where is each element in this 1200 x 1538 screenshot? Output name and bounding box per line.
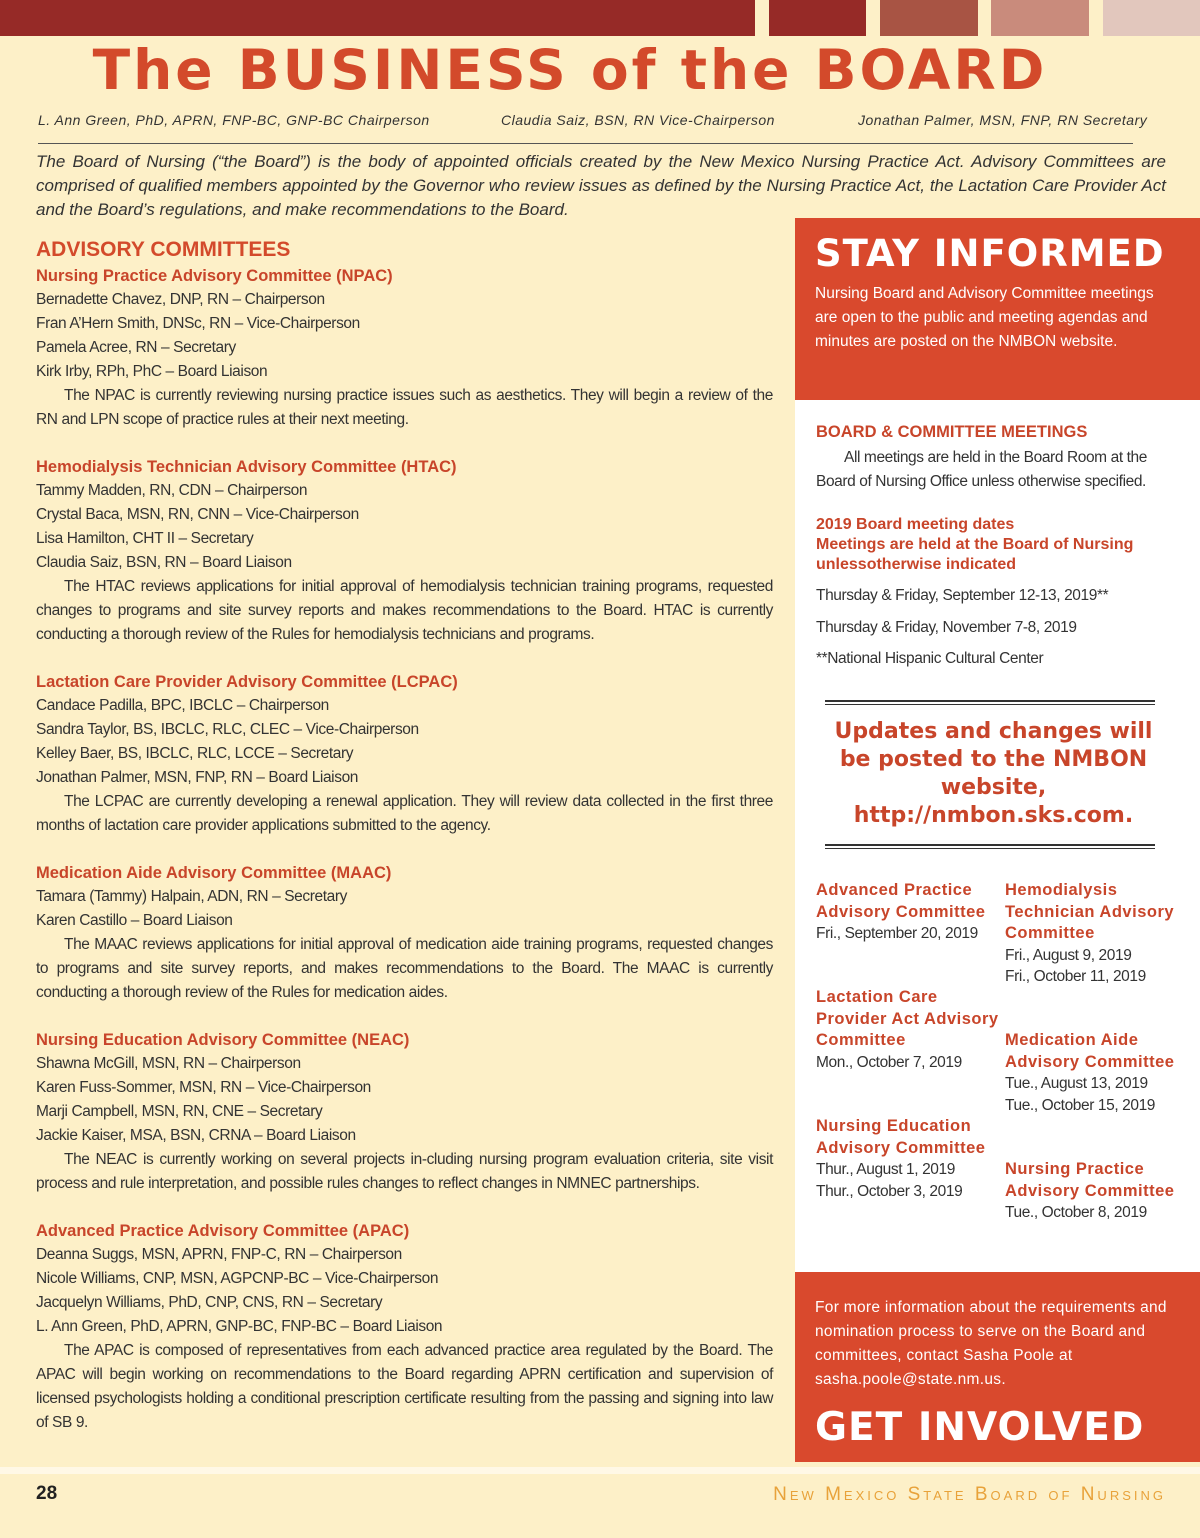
board-dates-heading: [816, 515, 1181, 575]
meetings-text: All meetings are held in the Board Room at the Board of Nursing Office unless otherwise specified.: [816, 449, 1147, 490]
board-dates-title: 2019 Board meeting dates: [816, 516, 1015, 533]
meeting-apac: [816, 880, 1001, 945]
meeting-maac: [1005, 1030, 1190, 1116]
footer-band: [0, 1467, 1200, 1474]
committee-title: Hemodialysis Technician Advisory Committee (HTAC): [36, 458, 457, 476]
meeting-date: Tue., October 15, 2019: [1005, 1096, 1156, 1114]
section-heading: ADVISORY COMMITTEES: [36, 238, 291, 261]
board-meeting-date: Thursday & Friday, September 12-13, 2019**: [816, 587, 1109, 604]
board-meeting-note: **National Hispanic Cultural Center: [816, 650, 1044, 667]
meeting-date: Fri., September 20, 2019: [816, 925, 978, 942]
divider: [38, 143, 1133, 144]
meeting-date: Thur., October 3, 2019: [816, 1182, 963, 1200]
color-bar-segment: [0, 0, 755, 36]
committee-member: Kirk Irby, RPh, PhC – Board Liaison: [36, 363, 268, 380]
committee-member: Sandra Taylor, BS, IBCLC, RLC, CLEC – Vice-Chairperson: [36, 721, 419, 738]
committee-lcpac: [36, 670, 773, 838]
page-title: The BUSINESS of the BOARD: [92, 38, 1048, 102]
committee-member: Deanna Suggs, MSN, APRN, FNP-C, RN – Chairperson: [36, 1246, 402, 1263]
meeting-committee-name: Medication Aide Advisory Committee: [1005, 1031, 1175, 1071]
committee-title: Nursing Education Advisory Committee (NEAC): [36, 1031, 410, 1049]
committee-title: Nursing Practice Advisory Committee (NPAC): [36, 267, 393, 285]
updates-notice: Updates and changes will be posted to the NMBON website, http://nmbon.sks.com.: [834, 719, 1153, 828]
meeting-committee-name: Nursing Practice Advisory Committee: [1005, 1160, 1175, 1200]
meeting-date: Fri., October 11, 2019: [1005, 968, 1146, 985]
publication-name: New Mexico State Board of Nursing: [773, 1484, 1166, 1505]
meeting-htac: [1005, 880, 1190, 988]
color-bar-segment: [769, 0, 866, 36]
committee-member: Pamela Acree, RN – Secretary: [36, 339, 236, 356]
board-meeting-date: Thursday & Friday, November 7-8, 2019: [816, 619, 1077, 636]
meeting-lcpac: [816, 987, 1001, 1073]
committee-member: Candace Padilla, BPC, IBCLC – Chairperson: [36, 697, 329, 714]
committee-member: Jackie Kaiser, MSA, BSN, CRNA – Board Liaison: [36, 1127, 356, 1144]
advisory-committees-section: [36, 236, 773, 1435]
color-bar-segment: [991, 0, 1089, 36]
officer-secretary: Jonathan Palmer, MSN, FNP, RN Secretary: [858, 112, 1148, 128]
committee-member: Marji Campbell, MSN, RN, CNE – Secretary: [36, 1103, 323, 1120]
committee-description: The NEAC is currently working on several projects in-cluding nursing program evaluation criteria, site visit process and rule interpretation, and possible rules changes to reflect changes in NMNEC partnerships.: [36, 1151, 773, 1192]
committee-member: Fran A’Hern Smith, DNSc, RN – Vice-Chairperson: [36, 315, 360, 332]
committee-member: Lisa Hamilton, CHT II – Secretary: [36, 530, 254, 547]
stay-informed-text: Nursing Board and Advisory Committee meetings are open to the public and meeting agendas and minutes are posted on the NMBON website.: [815, 285, 1154, 350]
meeting-committee-name: Lactation Care Provider Act Advisory Committee: [816, 988, 999, 1049]
committee-htac: [36, 455, 773, 647]
committee-apac: [36, 1219, 773, 1435]
committee-description: The NPAC is currently reviewing nursing practice issues such as aesthetics. They will begin a review of the RN and LPN scope of practice rules at their next meeting.: [36, 387, 773, 428]
committee-member: L. Ann Green, PhD, APRN, GNP-BC, FNP-BC – Board Liaison: [36, 1318, 443, 1335]
committee-member: Karen Castillo – Board Liaison: [36, 912, 233, 929]
meeting-committee-name: Hemodialysis Technician Advisory Committee: [1005, 881, 1175, 942]
meeting-date: Tue., August 13, 2019: [1005, 1075, 1148, 1092]
intro-paragraph: The Board of Nursing (“the Board”) is the body of appointed officials created by the New Mexico Nursing Practice Act. Advisory Committees are comprised of qualified members appointed by the Governor who review issues as defined by the Nursing Practice Act, the Lactation Care Provider Act and the Board’s regulations, and make recommendations to the Board.: [36, 152, 1166, 219]
committee-member: Jacquelyn Williams, PhD, CNP, CNS, RN – Secretary: [36, 1294, 383, 1311]
double-divider: [825, 700, 1155, 705]
committee-title: Advanced Practice Advisory Committee (APAC): [36, 1222, 410, 1240]
committee-description: The HTAC reviews applications for initial approval of hemodialysis technician training programs, requested changes to programs and site survey reports and makes recommendations to the Board. HTAC is currently conducting a thorough review of the Rules for hemodialysis technicians and programs.: [36, 578, 773, 643]
stay-informed-title: STAY INFORMED: [815, 232, 1165, 275]
meetings-panel: [795, 400, 1200, 1272]
committee-member: Tamara (Tammy) Halpain, ADN, RN – Secretary: [36, 888, 347, 905]
double-divider: [825, 844, 1155, 849]
committee-member: Claudia Saiz, BSN, RN – Board Liaison: [36, 554, 292, 571]
meeting-committee-name: Advanced Practice Advisory Committee: [816, 881, 986, 921]
committee-description: The LCPAC are currently developing a renewal application. They will review data collected in the first three months of lactation care provider applications submitted to the agency.: [36, 793, 773, 834]
meeting-npac: [1005, 1159, 1190, 1224]
meeting-neac: [816, 1116, 1001, 1202]
stay-informed-box: [795, 218, 1200, 400]
officer-vice-chairperson: Claudia Saiz, BSN, RN Vice-Chairperson: [501, 112, 775, 128]
committee-npac: [36, 264, 773, 432]
meeting-date: Tue., October 8, 2019: [1005, 1204, 1147, 1221]
page-number: 28: [36, 1483, 58, 1504]
meeting-date: Mon., October 7, 2019: [816, 1053, 962, 1071]
board-dates-subtitle: Meetings are held at the Board of Nursing unlessotherwise indicated: [816, 536, 1134, 573]
color-bar-segment: [1103, 0, 1200, 36]
committee-maac: [36, 861, 773, 1005]
meeting-date: Thur., August 1, 2019: [816, 1161, 955, 1178]
committee-neac: [36, 1028, 773, 1196]
committee-description: The MAAC reviews applications for initial approval of medication aide training programs, requested changes to programs and site survey reports, and makes recommendations to the Board. The MAAC is currently conducting a thorough review of the Rules for medication aides.: [36, 936, 773, 1001]
committee-member: Bernadette Chavez, DNP, RN – Chairperson: [36, 291, 325, 308]
committee-title: Medication Aide Advisory Committee (MAAC): [36, 864, 392, 882]
officer-chairperson: L. Ann Green, PhD, APRN, FNP-BC, GNP-BC Chairperson: [38, 112, 430, 128]
committee-member: Tammy Madden, RN, CDN – Chairperson: [36, 482, 308, 499]
color-bar-segment: [880, 0, 978, 36]
committee-member: Jonathan Palmer, MSN, FNP, RN – Board Liaison: [36, 769, 359, 786]
meetings-heading: BOARD & COMMITTEE MEETINGS: [816, 423, 1088, 441]
get-involved-title: GET INVOLVED: [815, 1405, 1145, 1450]
committee-title: Lactation Care Provider Advisory Committee (LCPAC): [36, 673, 458, 691]
committee-member: Kelley Baer, BS, IBCLC, RLC, LCCE – Secretary: [36, 745, 354, 762]
meeting-date: Fri., August 9, 2019: [1005, 946, 1132, 964]
committee-member: Crystal Baca, MSN, RN, CNN – Vice-Chairperson: [36, 506, 359, 523]
get-involved-text: For more information about the requirements and nomination process to serve on the Board and committees, contact Sasha Poole at sasha.poole@state.nm.us.: [815, 1299, 1167, 1388]
get-involved-box: [795, 1272, 1200, 1462]
committee-member: Shawna McGill, MSN, RN – Chairperson: [36, 1055, 301, 1072]
top-color-bar: [0, 0, 1200, 36]
meeting-committee-name: Nursing Education Advisory Committee: [816, 1117, 986, 1157]
committee-member: Karen Fuss-Sommer, MSN, RN – Vice-Chairperson: [36, 1079, 371, 1096]
committee-member: Nicole Williams, CNP, MSN, AGPCNP-BC – Vice-Chairperson: [36, 1270, 439, 1287]
committee-description: The APAC is composed of representatives from each advanced practice area regulated by the Board. The APAC will begin working on recommendations to the Board regarding APRN certification and supervision of licensed psychologists holding a conditional prescription certificate resulting from the passing and signing into law of SB 9.: [36, 1342, 773, 1431]
